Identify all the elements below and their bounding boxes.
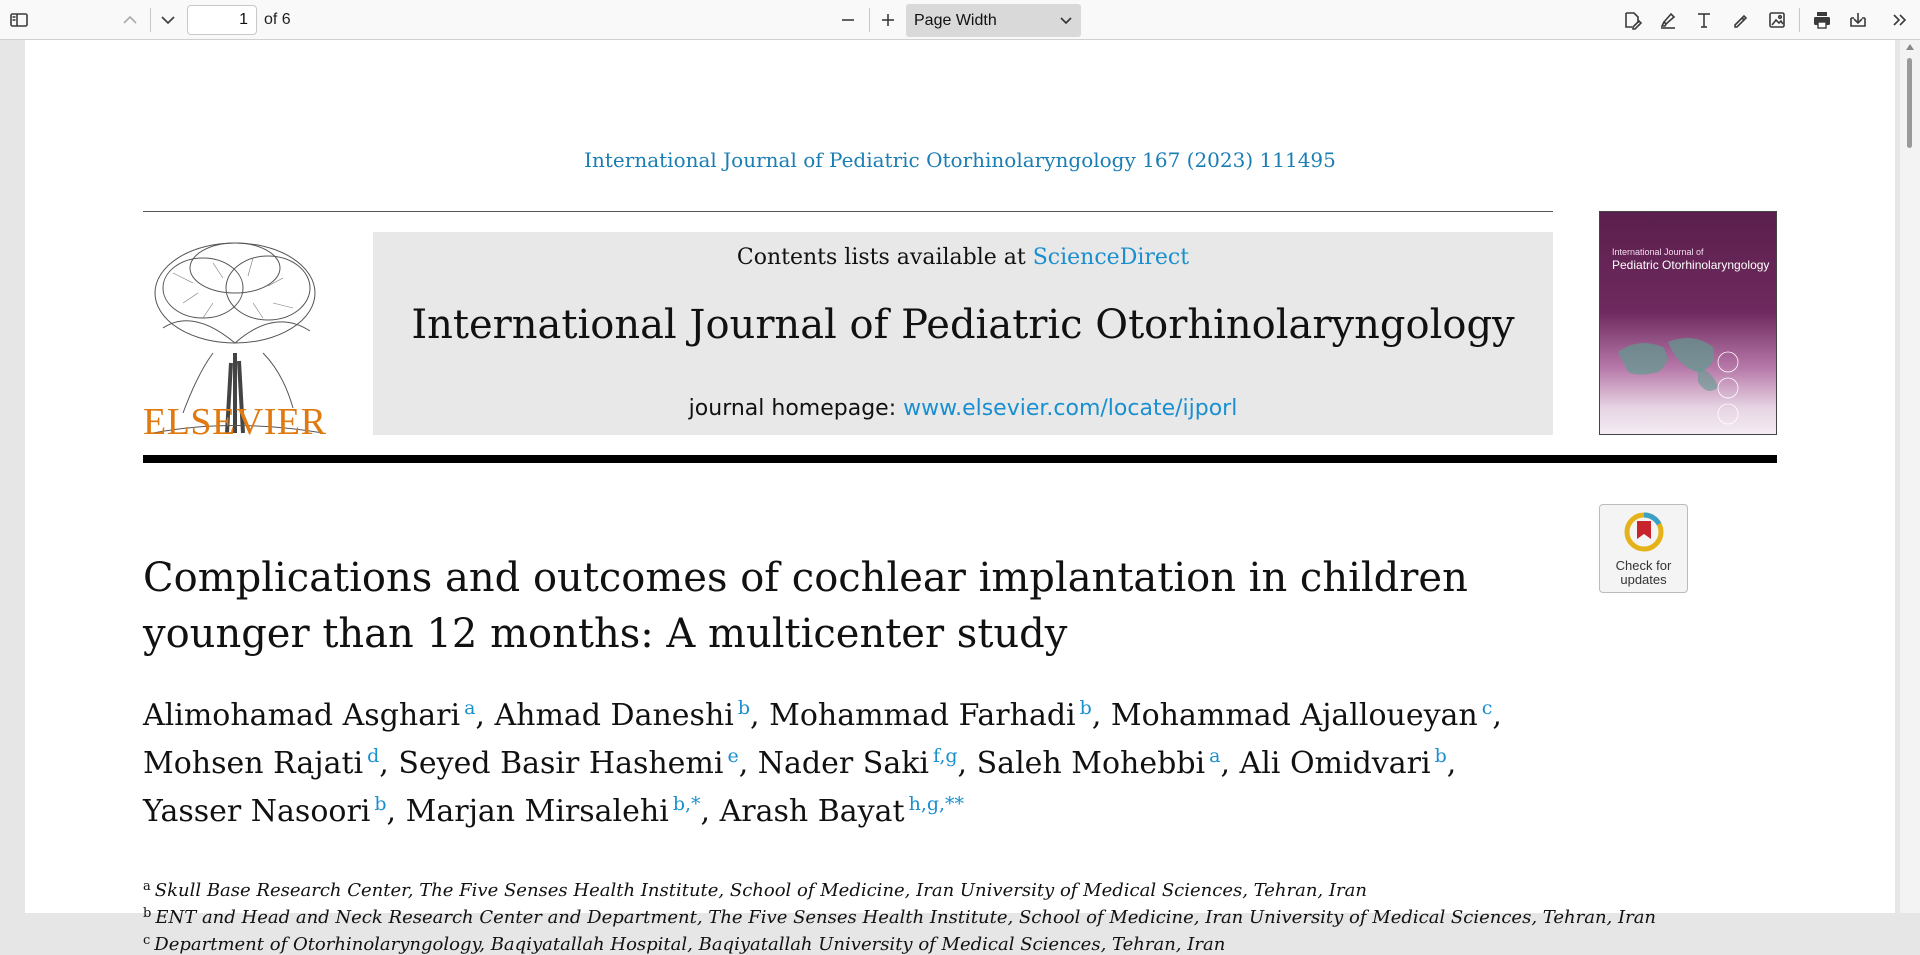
page-count-label: of 6	[264, 11, 291, 28]
sciencedirect-link[interactable]: ScienceDirect	[1032, 245, 1190, 270]
toolbar-divider	[869, 8, 870, 32]
author-name: Alimohamad Asghari	[143, 698, 461, 733]
draw-edit-icon[interactable]	[1618, 6, 1646, 34]
journal-homepage-line	[373, 396, 1553, 421]
crossmark-icon	[1623, 511, 1665, 553]
header-thick-rule	[143, 455, 1777, 463]
chevron-up-icon[interactable]	[116, 6, 144, 34]
cover-title-line1: International Journal of	[1612, 247, 1704, 257]
author-affiliation-link[interactable]: b	[1434, 745, 1447, 767]
author-name: Yasser Nasoori	[143, 794, 371, 829]
add-image-icon[interactable]	[1763, 6, 1791, 34]
author-name: Nader Saki	[757, 746, 929, 781]
journal-citation-link[interactable]: International Journal of Pediatric Otorhinolaryngology 167 (2023) 111495	[584, 148, 1336, 172]
author-name: Mohammad Ajalloueyan	[1110, 698, 1478, 733]
homepage-prefix: journal homepage:	[688, 396, 904, 421]
pdf-toolbar	[0, 0, 1920, 40]
text-icon[interactable]	[1690, 6, 1718, 34]
page-number-input[interactable]	[187, 5, 257, 35]
author-affiliation-link[interactable]: a	[464, 697, 476, 719]
author-affiliation-link[interactable]: e	[727, 745, 739, 767]
chevron-down-icon	[1059, 13, 1073, 27]
download-icon[interactable]	[1844, 6, 1872, 34]
author-list: Alimohamad Asghari $^a$, Ahmad Daneshi $^b$, Mohammad Farhadi $^b$, Mohammad Ajalloueyan $^c$, Mohsen Rajati $^d$, Seyed Basir Hashemi $^e$, Nader Saki $^{f,g}$, Saleh Mohebbi $^a$, Ali Omidvari $^b$, Yasser Nasoori $^b$, Marjan Mirsalehi $^{b,*}$, Arash Bayat $^{h,g,**}$	[143, 697, 1502, 829]
affiliation-text: Department of Otorhinolaryngology, Baqiyatallah Hospital, Baqiyatallah University of Medical Sciences, Tehran, Iran	[154, 934, 1226, 955]
vertical-scrollbar[interactable]	[1900, 40, 1920, 913]
journal-title: International Journal of Pediatric Otorhinolaryngology	[411, 302, 1515, 348]
zoom-in-icon[interactable]	[874, 6, 902, 34]
author-name: Mohammad Farhadi	[769, 698, 1076, 733]
print-icon[interactable]	[1808, 6, 1836, 34]
highlight-icon[interactable]	[1654, 6, 1682, 34]
author-affiliation-link[interactable]: b	[737, 697, 751, 719]
article-title: Complications and outcomes of cochlear implantation in children younger than 12 months: A multicenter study	[143, 555, 1468, 657]
check-for-updates-label: Check for updates	[1615, 558, 1672, 587]
author-affiliation-link[interactable]: a	[1209, 745, 1221, 767]
journal-banner	[373, 232, 1553, 435]
toolbar-divider	[1799, 8, 1800, 32]
affiliation-text: Skull Base Research Center, The Five Senses Health Institute, School of Medicine, Iran University of Medical Sciences, Tehran, Iran	[154, 880, 1367, 901]
author-affiliation-link[interactable]: h,g,**	[908, 793, 965, 815]
chevron-down-icon[interactable]	[154, 6, 182, 34]
author-name: Mohsen Rajati	[143, 746, 364, 781]
journal-homepage-link[interactable]: www.elsevier.com/locate/ijporl	[903, 396, 1238, 421]
draw-icon[interactable]	[1726, 6, 1754, 34]
pdf-page	[25, 40, 1895, 955]
zoom-out-icon[interactable]	[834, 6, 862, 34]
affiliation-letter: a	[143, 879, 151, 894]
header-rule	[143, 211, 1553, 212]
contents-prefix: Contents lists available at	[736, 245, 1033, 270]
elsevier-wordmark: ELSEVIER	[143, 401, 327, 443]
author-name: Seyed Basir Hashemi	[398, 746, 724, 781]
author-affiliation-link[interactable]: b,*	[672, 793, 701, 815]
zoom-select-value: Page Width	[914, 12, 997, 29]
author-name: Saleh Mohebbi	[976, 746, 1206, 781]
check-for-updates-badge[interactable]	[1599, 504, 1688, 593]
affiliation-letter: b	[143, 906, 152, 921]
journal-cover-image	[1599, 211, 1777, 435]
author-name: Ahmad Daneshi	[494, 698, 734, 733]
author-affiliation-link[interactable]: c	[1481, 697, 1493, 719]
toolbar-divider	[150, 8, 151, 32]
more-tools-icon[interactable]	[1886, 6, 1914, 34]
scrollbar-thumb[interactable]	[1907, 58, 1912, 148]
affiliation-text: ENT and Head and Neck Research Center and Department, The Five Senses Health Institute, School of Medicine, Iran University of Medical Sciences, Tehran, Iran	[155, 907, 1657, 928]
author-affiliation-link[interactable]: f,g	[932, 745, 958, 767]
author-name: Arash Bayat	[719, 794, 905, 829]
cover-title-line2: Pediatric Otorhinolaryngology	[1612, 258, 1770, 272]
author-name: Ali Omidvari	[1239, 746, 1431, 781]
author-affiliation-link[interactable]: b	[1079, 697, 1092, 719]
zoom-select[interactable]	[906, 4, 1081, 37]
scroll-up-arrow-icon[interactable]	[1906, 44, 1914, 50]
contents-availability-line	[373, 245, 1553, 270]
affiliation-item	[143, 879, 1367, 901]
sidebar-toggle-icon[interactable]	[5, 6, 33, 34]
author-affiliation-link[interactable]: b	[374, 793, 387, 815]
author-affiliation-link[interactable]: d	[367, 745, 380, 767]
affiliation-letter: c	[143, 933, 151, 948]
affiliation-item	[143, 933, 1225, 955]
affiliation-item	[143, 906, 1656, 928]
cover-map-graphic	[1608, 322, 1768, 422]
author-name: Marjan Mirsalehi	[405, 794, 669, 829]
